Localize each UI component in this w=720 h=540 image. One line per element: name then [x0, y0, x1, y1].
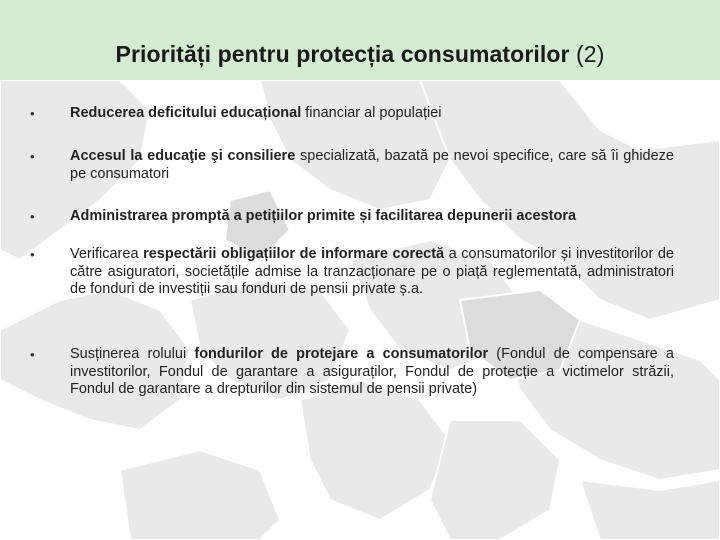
- list-item-bold: Accesul la educaţie şi consiliere: [70, 148, 296, 164]
- list-item-text: [70, 208, 674, 226]
- bullet-icon: •: [30, 247, 35, 262]
- list-item-text: [70, 346, 674, 399]
- list-item-bold: Reducerea deficitului educațional: [70, 105, 302, 121]
- bullet-icon: •: [30, 347, 35, 362]
- list-item-pre: Susținerea rolului: [70, 346, 195, 362]
- list-item-bold: Administrarea promptă a petițiilor primite și facilitarea depunerii acestora: [70, 208, 577, 224]
- list-item-rest: specializată, bazată pe nevoi specifice, care să îi ghideze pe consumatori: [70, 148, 674, 182]
- list-item-rest: (Fondul de compensare a investitorilor, Fondul de garantare a asiguraților, Fondul de protecție a victimelor străzii, Fondul de garantare a drepturilor din sistemul de pensii private): [70, 346, 674, 397]
- list-item-pre: Verificarea: [70, 246, 144, 262]
- bullet-icon: •: [30, 149, 35, 164]
- slide-title-suffix: (2): [569, 41, 605, 67]
- list-item-bold: fondurilor de protejare a consumatorilor: [194, 346, 489, 362]
- list-item-text: [70, 246, 674, 299]
- list-item-rest: financiar al populației: [301, 105, 442, 121]
- list-item-bold: respectării obligațiilor de informare corectă: [143, 246, 445, 262]
- list-item-text: [70, 148, 674, 183]
- slide-title: [116, 34, 605, 74]
- title-band: [0, 0, 720, 80]
- list-item-text: [70, 105, 674, 123]
- list-item-rest: a consumatorilor și investitorilor de către asiguratori, societățile admise la tranzacționare pe o piață reglementată, administratori de fonduri de investiții sau fonduri de pensii private ș.a.: [70, 246, 674, 297]
- bullet-icon: •: [30, 209, 35, 224]
- bullet-icon: •: [30, 106, 35, 121]
- slide-title-main: Priorități pentru protecția consumatorilor: [115, 41, 570, 67]
